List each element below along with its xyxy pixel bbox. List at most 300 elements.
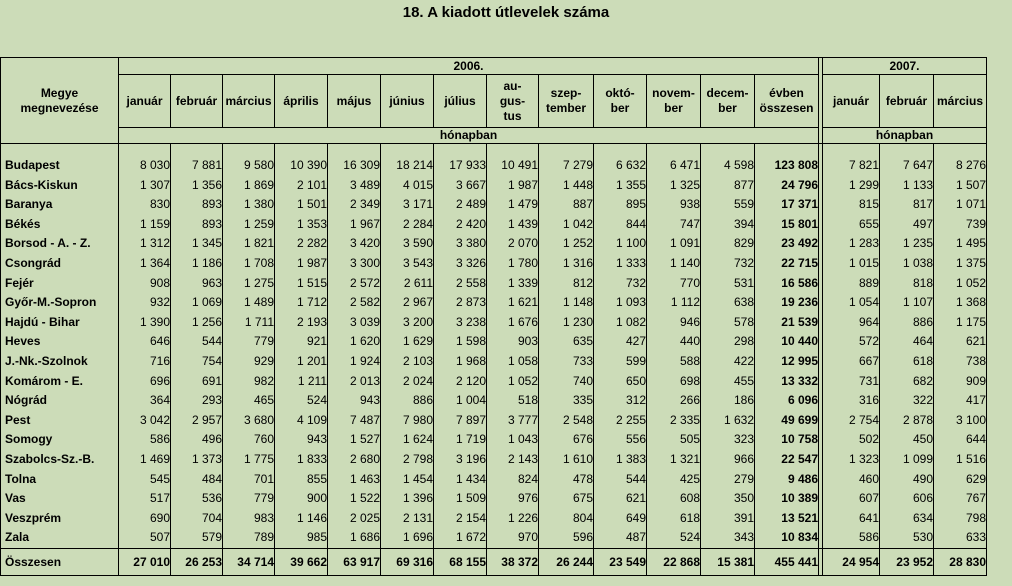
year-total-cell: 15 801 xyxy=(755,215,819,235)
value-cell: 490 xyxy=(880,470,934,490)
value-cell: 1 708 xyxy=(223,254,275,274)
value-cell: 7 980 xyxy=(381,411,434,431)
value-cell: 608 xyxy=(647,489,701,509)
value-cell: 3 196 xyxy=(434,450,487,470)
value-cell: 2 967 xyxy=(381,293,434,313)
value-cell: 2 024 xyxy=(381,372,434,392)
value-cell: 1 316 xyxy=(539,254,594,274)
county-name: Veszprém xyxy=(1,509,119,529)
value-cell: 7 821 xyxy=(823,156,880,176)
value-cell: 3 590 xyxy=(381,234,434,254)
value-cell: 1 275 xyxy=(223,274,275,294)
value-cell: 738 xyxy=(934,352,987,372)
value-cell: 3 420 xyxy=(328,234,381,254)
value-cell: 2 025 xyxy=(328,509,381,529)
value-cell: 487 xyxy=(594,528,647,548)
month-header-2006: novem- ber xyxy=(647,75,701,128)
value-cell: 1 355 xyxy=(594,176,647,196)
spacer-cell xyxy=(275,144,328,157)
spacer-cell xyxy=(823,144,880,157)
value-cell: 964 xyxy=(823,313,880,333)
value-cell: 983 xyxy=(223,509,275,529)
value-cell: 1 333 xyxy=(594,254,647,274)
value-cell: 704 xyxy=(171,509,223,529)
value-cell: 9 580 xyxy=(223,156,275,176)
value-cell: 1 489 xyxy=(223,293,275,313)
county-name: Nógrád xyxy=(1,391,119,411)
year-total-cell: 22 715 xyxy=(755,254,819,274)
spacer-cell xyxy=(647,144,701,157)
value-cell: 929 xyxy=(223,352,275,372)
value-cell: 425 xyxy=(647,470,701,490)
value-cell: 544 xyxy=(171,332,223,352)
value-cell: 323 xyxy=(701,430,755,450)
year-total-cell: 13 332 xyxy=(755,372,819,392)
value-cell: 1 345 xyxy=(171,234,223,254)
value-cell: 1 967 xyxy=(328,215,381,235)
value-cell: 1 434 xyxy=(434,470,487,490)
value-cell: 1 133 xyxy=(880,176,934,196)
value-cell: 1 924 xyxy=(328,352,381,372)
value-cell: 266 xyxy=(647,391,701,411)
value-cell: 1 598 xyxy=(434,332,487,352)
value-cell: 818 xyxy=(880,274,934,294)
value-cell: 1 093 xyxy=(594,293,647,313)
value-cell: 1 672 xyxy=(434,528,487,548)
value-cell: 739 xyxy=(934,215,987,235)
value-cell: 641 xyxy=(823,509,880,529)
value-cell: 638 xyxy=(701,293,755,313)
value-cell: 900 xyxy=(275,489,328,509)
county-name: J.-Nk.-Szolnok xyxy=(1,352,119,372)
value-cell: 394 xyxy=(701,215,755,235)
value-cell: 2 282 xyxy=(275,234,328,254)
value-cell: 2 558 xyxy=(434,274,487,294)
spacer-cell xyxy=(328,144,381,157)
value-cell: 1 015 xyxy=(823,254,880,274)
value-cell: 1 211 xyxy=(275,372,328,392)
table-row xyxy=(1,234,987,254)
value-cell: 634 xyxy=(880,509,934,529)
value-cell: 1 821 xyxy=(223,234,275,254)
county-name: Hajdú - Bihar xyxy=(1,313,119,333)
value-cell: 829 xyxy=(701,234,755,254)
value-cell: 517 xyxy=(119,489,171,509)
value-cell: 731 xyxy=(823,372,880,392)
value-cell: 1 383 xyxy=(594,450,647,470)
value-cell: 2 101 xyxy=(275,176,328,196)
value-cell: 779 xyxy=(223,489,275,509)
value-cell: 1 987 xyxy=(275,254,328,274)
table-row xyxy=(1,352,987,372)
table-row xyxy=(1,372,987,392)
value-cell: 502 xyxy=(823,430,880,450)
value-cell: 1 052 xyxy=(487,372,539,392)
value-cell: 10 491 xyxy=(487,156,539,176)
value-cell: 1 522 xyxy=(328,489,381,509)
table-row xyxy=(1,156,987,176)
value-cell: 3 238 xyxy=(434,313,487,333)
value-cell: 740 xyxy=(539,372,594,392)
value-cell: 391 xyxy=(701,509,755,529)
value-cell: 1 043 xyxy=(487,430,539,450)
value-cell: 1 364 xyxy=(119,254,171,274)
value-cell: 1 527 xyxy=(328,430,381,450)
value-cell: 1 259 xyxy=(223,215,275,235)
year-total-cell: 123 808 xyxy=(755,156,819,176)
month-header-2006: évben összesen xyxy=(755,75,819,128)
value-cell: 887 xyxy=(539,195,594,215)
month-header-2007: március xyxy=(934,75,987,128)
value-cell: 1 515 xyxy=(275,274,328,294)
value-cell: 909 xyxy=(934,372,987,392)
value-cell: 691 xyxy=(171,372,223,392)
value-cell: 586 xyxy=(119,430,171,450)
value-cell: 895 xyxy=(594,195,647,215)
value-cell: 1 439 xyxy=(487,215,539,235)
value-cell: 789 xyxy=(223,528,275,548)
value-cell: 586 xyxy=(823,528,880,548)
value-cell: 1 373 xyxy=(171,450,223,470)
year-total-cell: 12 995 xyxy=(755,352,819,372)
value-cell: 7 881 xyxy=(171,156,223,176)
value-cell: 596 xyxy=(539,528,594,548)
table-row xyxy=(1,489,987,509)
value-cell: 970 xyxy=(487,528,539,548)
value-cell: 417 xyxy=(934,391,987,411)
year-total-cell: 9 486 xyxy=(755,470,819,490)
value-cell: 1 099 xyxy=(880,450,934,470)
value-cell: 817 xyxy=(880,195,934,215)
month-header-2006: január xyxy=(119,75,171,128)
value-cell: 3 543 xyxy=(381,254,434,274)
value-cell: 1 621 xyxy=(487,293,539,313)
county-name: Szabolcs-Sz.-B. xyxy=(1,450,119,470)
value-cell: 1 148 xyxy=(539,293,594,313)
month-header-2007: február xyxy=(880,75,934,128)
value-cell: 4 015 xyxy=(381,176,434,196)
value-cell: 536 xyxy=(171,489,223,509)
value-cell: 682 xyxy=(880,372,934,392)
value-cell: 524 xyxy=(275,391,328,411)
spacer-cell xyxy=(701,144,755,157)
value-cell: 886 xyxy=(880,313,934,333)
value-cell: 812 xyxy=(539,274,594,294)
value-cell: 690 xyxy=(119,509,171,529)
value-cell: 1 307 xyxy=(119,176,171,196)
value-cell: 2 957 xyxy=(171,411,223,431)
spacer-cell xyxy=(755,144,819,157)
value-cell: 3 680 xyxy=(223,411,275,431)
value-cell: 460 xyxy=(823,470,880,490)
value-cell: 544 xyxy=(594,470,647,490)
value-cell: 39 662 xyxy=(275,548,328,575)
table-row xyxy=(1,411,987,431)
value-cell: 1 256 xyxy=(171,313,223,333)
value-cell: 732 xyxy=(701,254,755,274)
year-total-cell: 16 586 xyxy=(755,274,819,294)
year-total-cell: 21 539 xyxy=(755,313,819,333)
value-cell: 938 xyxy=(647,195,701,215)
county-name: Baranya xyxy=(1,195,119,215)
value-cell: 69 316 xyxy=(381,548,434,575)
year-2006-header: 2006. xyxy=(119,58,819,75)
passport-table xyxy=(0,57,987,576)
value-cell: 1 495 xyxy=(934,234,987,254)
value-cell: 1 501 xyxy=(275,195,328,215)
year-total-cell: 10 389 xyxy=(755,489,819,509)
value-cell: 1 696 xyxy=(381,528,434,548)
value-cell: 985 xyxy=(275,528,328,548)
county-header-line1: Megye xyxy=(40,85,79,100)
value-cell: 1 230 xyxy=(539,313,594,333)
value-cell: 1 869 xyxy=(223,176,275,196)
value-cell: 1 082 xyxy=(594,313,647,333)
value-cell: 946 xyxy=(647,313,701,333)
value-cell: 1 252 xyxy=(539,234,594,254)
value-cell: 667 xyxy=(823,352,880,372)
value-cell: 28 830 xyxy=(934,548,987,575)
spacer-cell xyxy=(880,144,934,157)
value-cell: 322 xyxy=(880,391,934,411)
value-cell: 824 xyxy=(487,470,539,490)
value-cell: 15 381 xyxy=(701,548,755,575)
value-cell: 3 171 xyxy=(381,195,434,215)
value-cell: 3 667 xyxy=(434,176,487,196)
value-cell: 754 xyxy=(171,352,223,372)
value-cell: 779 xyxy=(223,332,275,352)
value-cell: 732 xyxy=(594,274,647,294)
county-name: Összesen xyxy=(1,548,119,575)
value-cell: 422 xyxy=(701,352,755,372)
year-total-cell: 10 440 xyxy=(755,332,819,352)
county-name: Fejér xyxy=(1,274,119,294)
value-cell: 2 680 xyxy=(328,450,381,470)
value-cell: 2 120 xyxy=(434,372,487,392)
value-cell: 7 647 xyxy=(880,156,934,176)
spacer-cell xyxy=(171,144,223,157)
value-cell: 1 321 xyxy=(647,450,701,470)
value-cell: 279 xyxy=(701,470,755,490)
value-cell: 1 201 xyxy=(275,352,328,372)
value-cell: 1 610 xyxy=(539,450,594,470)
value-cell: 1 624 xyxy=(381,430,434,450)
value-cell: 556 xyxy=(594,430,647,450)
value-cell: 2 070 xyxy=(487,234,539,254)
value-cell: 316 xyxy=(823,391,880,411)
value-cell: 3 200 xyxy=(381,313,434,333)
value-cell: 1 712 xyxy=(275,293,328,313)
value-cell: 1 833 xyxy=(275,450,328,470)
value-cell: 1 112 xyxy=(647,293,701,313)
value-cell: 1 091 xyxy=(647,234,701,254)
value-cell: 6 632 xyxy=(594,156,647,176)
value-cell: 889 xyxy=(823,274,880,294)
value-cell: 1 479 xyxy=(487,195,539,215)
value-cell: 635 xyxy=(539,332,594,352)
value-cell: 1 353 xyxy=(275,215,328,235)
value-cell: 579 xyxy=(171,528,223,548)
value-cell: 588 xyxy=(647,352,701,372)
value-cell: 1 071 xyxy=(934,195,987,215)
value-cell: 921 xyxy=(275,332,328,352)
value-cell: 1 159 xyxy=(119,215,171,235)
value-cell: 893 xyxy=(171,215,223,235)
value-cell: 1 390 xyxy=(119,313,171,333)
year-total-cell: 6 096 xyxy=(755,391,819,411)
value-cell: 17 933 xyxy=(434,156,487,176)
value-cell: 450 xyxy=(880,430,934,450)
spacer-cell xyxy=(539,144,594,157)
value-cell: 2 154 xyxy=(434,509,487,529)
value-cell: 4 598 xyxy=(701,156,755,176)
value-cell: 23 549 xyxy=(594,548,647,575)
table-row xyxy=(1,195,987,215)
value-cell: 497 xyxy=(880,215,934,235)
month-header-2006: decem- ber xyxy=(701,75,755,128)
value-cell: 646 xyxy=(119,332,171,352)
value-cell: 2 131 xyxy=(381,509,434,529)
value-cell: 484 xyxy=(171,470,223,490)
value-cell: 908 xyxy=(119,274,171,294)
value-cell: 629 xyxy=(934,470,987,490)
month-header-2006: októ- ber xyxy=(594,75,647,128)
value-cell: 68 155 xyxy=(434,548,487,575)
table-row xyxy=(1,332,987,352)
year-total-cell: 455 441 xyxy=(755,548,819,575)
value-cell: 24 954 xyxy=(823,548,880,575)
value-cell: 1 004 xyxy=(434,391,487,411)
value-cell: 1 719 xyxy=(434,430,487,450)
value-cell: 2 349 xyxy=(328,195,381,215)
value-cell: 2 582 xyxy=(328,293,381,313)
value-cell: 1 175 xyxy=(934,313,987,333)
county-name: Pest xyxy=(1,411,119,431)
value-cell: 465 xyxy=(223,391,275,411)
county-name: Bács-Kiskun xyxy=(1,176,119,196)
spacer-cell xyxy=(1,144,119,157)
value-cell: 7 279 xyxy=(539,156,594,176)
value-cell: 3 489 xyxy=(328,176,381,196)
value-cell: 932 xyxy=(119,293,171,313)
year-total-cell: 17 371 xyxy=(755,195,819,215)
unit-label-2007: hónapban xyxy=(823,128,987,144)
value-cell: 770 xyxy=(647,274,701,294)
value-cell: 1 780 xyxy=(487,254,539,274)
value-cell: 578 xyxy=(701,313,755,333)
value-cell: 2 798 xyxy=(381,450,434,470)
value-cell: 531 xyxy=(701,274,755,294)
value-cell: 1 463 xyxy=(328,470,381,490)
value-cell: 649 xyxy=(594,509,647,529)
value-cell: 1 629 xyxy=(381,332,434,352)
value-cell: 16 309 xyxy=(328,156,381,176)
value-cell: 8 030 xyxy=(119,156,171,176)
value-cell: 524 xyxy=(647,528,701,548)
value-cell: 2 754 xyxy=(823,411,880,431)
value-cell: 1 516 xyxy=(934,450,987,470)
value-cell: 2 873 xyxy=(434,293,487,313)
value-cell: 1 069 xyxy=(171,293,223,313)
table-row xyxy=(1,313,987,333)
table-row xyxy=(1,215,987,235)
value-cell: 1 968 xyxy=(434,352,487,372)
county-name: Somogy xyxy=(1,430,119,450)
value-cell: 1 356 xyxy=(171,176,223,196)
month-header-2007: január xyxy=(823,75,880,128)
value-cell: 2 572 xyxy=(328,274,381,294)
county-name: Vas xyxy=(1,489,119,509)
value-cell: 1 380 xyxy=(223,195,275,215)
value-cell: 343 xyxy=(701,528,755,548)
table-row xyxy=(1,528,987,548)
value-cell: 8 276 xyxy=(934,156,987,176)
value-cell: 815 xyxy=(823,195,880,215)
value-cell: 621 xyxy=(934,332,987,352)
value-cell: 698 xyxy=(647,372,701,392)
value-cell: 760 xyxy=(223,430,275,450)
value-cell: 599 xyxy=(594,352,647,372)
value-cell: 1 038 xyxy=(880,254,934,274)
year-total-cell: 23 492 xyxy=(755,234,819,254)
table-row xyxy=(1,274,987,294)
value-cell: 293 xyxy=(171,391,223,411)
value-cell: 1 368 xyxy=(934,293,987,313)
value-cell: 1 235 xyxy=(880,234,934,254)
value-cell: 621 xyxy=(594,489,647,509)
county-header-line2: megnevezése xyxy=(20,100,99,115)
month-header-2006: február xyxy=(171,75,223,128)
unit-label-2006: hónapban xyxy=(119,128,819,144)
value-cell: 2 284 xyxy=(381,215,434,235)
value-cell: 1 396 xyxy=(381,489,434,509)
year-total-cell: 13 521 xyxy=(755,509,819,529)
value-cell: 1 339 xyxy=(487,274,539,294)
value-cell: 606 xyxy=(880,489,934,509)
value-cell: 893 xyxy=(171,195,223,215)
value-cell: 2 611 xyxy=(381,274,434,294)
value-cell: 2 103 xyxy=(381,352,434,372)
value-cell: 298 xyxy=(701,332,755,352)
value-cell: 701 xyxy=(223,470,275,490)
value-cell: 1 676 xyxy=(487,313,539,333)
value-cell: 798 xyxy=(934,509,987,529)
value-cell: 530 xyxy=(880,528,934,548)
value-cell: 478 xyxy=(539,470,594,490)
value-cell: 676 xyxy=(539,430,594,450)
value-cell: 2 255 xyxy=(594,411,647,431)
value-cell: 22 868 xyxy=(647,548,701,575)
spacer-cell xyxy=(934,144,987,157)
value-cell: 1 186 xyxy=(171,254,223,274)
value-cell: 335 xyxy=(539,391,594,411)
value-cell: 3 300 xyxy=(328,254,381,274)
value-cell: 2 489 xyxy=(434,195,487,215)
table-row xyxy=(1,509,987,529)
value-cell: 607 xyxy=(823,489,880,509)
year-total-cell: 49 699 xyxy=(755,411,819,431)
value-cell: 3 100 xyxy=(934,411,987,431)
county-name: Heves xyxy=(1,332,119,352)
value-cell: 1 987 xyxy=(487,176,539,196)
value-cell: 2 548 xyxy=(539,411,594,431)
value-cell: 1 454 xyxy=(381,470,434,490)
table-row xyxy=(1,430,987,450)
value-cell: 6 471 xyxy=(647,156,701,176)
table-row xyxy=(1,293,987,313)
value-cell: 27 010 xyxy=(119,548,171,575)
value-cell: 1 042 xyxy=(539,215,594,235)
